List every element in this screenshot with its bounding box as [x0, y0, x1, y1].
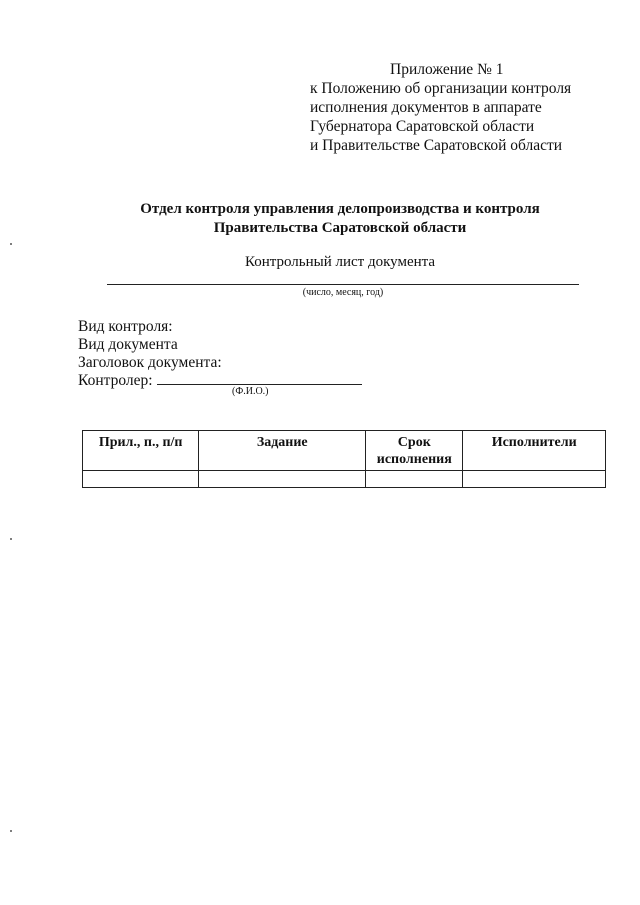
appendix-block [310, 60, 610, 155]
fio-hint: (Ф.И.О.) [232, 386, 269, 397]
table-cell [83, 471, 199, 488]
department-heading-line-2: Правительства Саратовской области [213, 220, 467, 236]
control-table [82, 430, 606, 488]
header-appendix-item: Прил., п., п/п [83, 431, 199, 471]
field-document-heading: Заголовок документа: [78, 354, 222, 371]
field-document-type: Вид документа [78, 336, 178, 353]
department-heading-line-1: Отдел контроля управления делопроизводства и контроля [140, 201, 540, 217]
scan-artifact-dot [10, 830, 12, 832]
appendix-line-1: к Положению об организации контроля [310, 80, 572, 97]
table-cell [366, 471, 463, 488]
table-header-row [83, 431, 606, 471]
field-control-type: Вид контроля: [78, 318, 173, 335]
appendix-title: Приложение № 1 [390, 61, 504, 78]
field-controller-label: Контролер: [78, 372, 153, 389]
date-hint: (число, месяц, год) [302, 287, 384, 298]
sheet-title: Контрольный лист документа [244, 254, 436, 270]
header-task: Задание [199, 431, 366, 471]
header-deadline-line-2: исполнения [376, 452, 452, 467]
field-controller [78, 372, 362, 390]
header-deadline-line-1: Срок [397, 435, 431, 450]
table-cell [199, 471, 366, 488]
controller-underline [157, 372, 362, 385]
appendix-line-3: Губернатора Саратовской области [310, 118, 535, 135]
appendix-line-2: исполнения документов в аппарате [310, 99, 542, 116]
table-row [83, 471, 606, 488]
header-deadline [366, 431, 463, 471]
department-heading [80, 200, 600, 238]
table-cell [463, 471, 606, 488]
date-underline [107, 284, 579, 285]
scan-artifact-dot [10, 243, 12, 245]
header-executors: Исполнители [463, 431, 606, 471]
scan-artifact-dot [10, 538, 12, 540]
appendix-line-4: и Правительстве Саратовской области [310, 137, 563, 154]
document-fields [78, 318, 362, 390]
